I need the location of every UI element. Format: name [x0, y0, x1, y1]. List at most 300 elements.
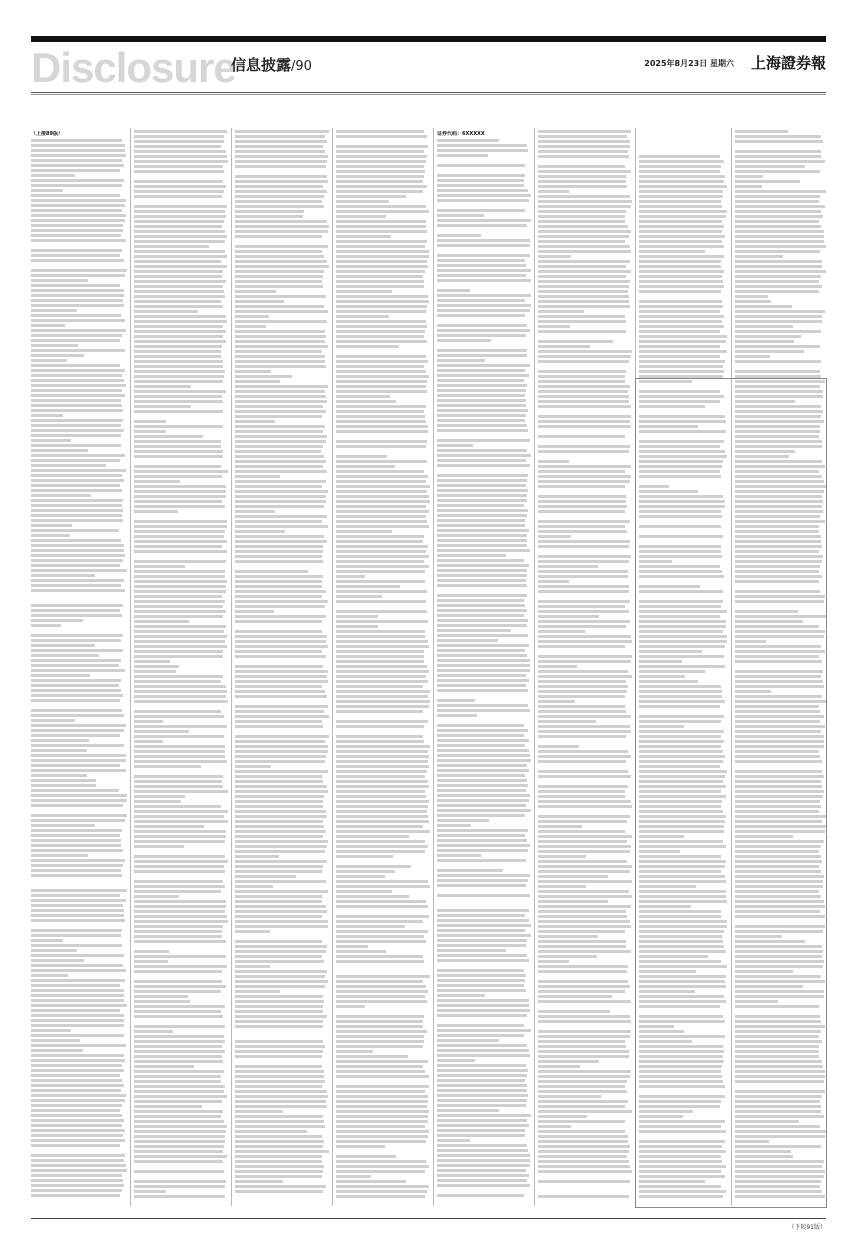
text-line — [336, 755, 429, 758]
text-line — [639, 355, 720, 358]
text-line — [134, 1050, 225, 1053]
text-line — [134, 650, 223, 653]
text-line — [437, 354, 527, 357]
text-line — [538, 690, 627, 693]
text-line — [735, 295, 768, 298]
text-line — [639, 370, 724, 373]
text-line — [134, 440, 221, 443]
text-line — [538, 355, 631, 358]
text-line — [134, 185, 226, 188]
text-line — [31, 744, 124, 747]
text-line — [235, 750, 328, 753]
text-line — [437, 454, 531, 457]
text-line — [437, 1169, 526, 1172]
text-line — [134, 1080, 221, 1083]
text-line — [235, 940, 322, 943]
text-line — [31, 1009, 120, 1012]
text-line — [31, 324, 65, 327]
text-line — [134, 1060, 223, 1063]
page-number: /90 — [291, 59, 312, 74]
text-line — [538, 930, 625, 933]
paragraph-gap — [437, 717, 531, 722]
text-line — [134, 535, 224, 538]
text-line — [735, 180, 800, 183]
text-line — [235, 265, 329, 268]
text-line — [235, 150, 325, 153]
paragraph-gap — [437, 467, 531, 472]
text-line — [31, 404, 122, 407]
text-line — [538, 755, 631, 758]
text-line — [538, 220, 625, 223]
text-line — [735, 255, 783, 258]
text-line — [31, 784, 96, 787]
text-line — [538, 1195, 629, 1198]
text-line — [235, 870, 322, 873]
text-line — [735, 280, 819, 283]
text-line — [639, 350, 727, 353]
text-line — [336, 1025, 423, 1028]
text-line — [538, 1015, 630, 1018]
text-line — [437, 1114, 531, 1117]
text-line — [336, 955, 423, 958]
text-line — [235, 640, 326, 643]
text-line — [639, 360, 725, 363]
text-line — [235, 455, 324, 458]
text-line — [235, 685, 322, 688]
text-line — [538, 140, 630, 143]
text-line — [538, 1090, 627, 1093]
text-line — [437, 599, 524, 602]
text-line — [437, 874, 530, 877]
text-line — [538, 260, 630, 263]
text-line — [31, 154, 126, 157]
text-line — [336, 280, 424, 283]
text-line — [235, 350, 322, 353]
text-line — [437, 664, 530, 667]
paragraph-gap — [437, 862, 531, 867]
text-line — [336, 250, 429, 253]
text-line — [235, 860, 327, 863]
text-line — [437, 609, 527, 612]
text-line — [134, 685, 226, 688]
text-line — [437, 569, 527, 572]
text-line — [134, 815, 224, 818]
text-line — [735, 225, 821, 228]
text-line — [538, 580, 569, 583]
text-line — [134, 690, 227, 693]
text-line — [437, 1159, 530, 1162]
text-line — [336, 570, 425, 573]
text-line — [31, 274, 125, 277]
text-line — [31, 1019, 124, 1022]
text-line — [235, 405, 323, 408]
paragraph-gap — [336, 433, 430, 438]
text-line — [235, 965, 270, 968]
text-line — [235, 255, 324, 258]
text-line — [31, 894, 120, 897]
text-line — [437, 504, 524, 507]
text-line — [336, 1050, 373, 1053]
text-line — [134, 225, 222, 228]
text-line — [235, 495, 326, 498]
text-line — [31, 869, 121, 872]
text-line — [235, 975, 325, 978]
text-line — [31, 649, 123, 652]
text-line — [437, 294, 531, 297]
text-line — [31, 644, 95, 647]
text-line — [336, 660, 424, 663]
paragraph-gap — [31, 262, 127, 267]
text-line — [336, 625, 378, 628]
text-line — [31, 179, 124, 182]
text-line — [336, 915, 429, 918]
text-line — [437, 1134, 525, 1137]
paragraph-gap — [134, 173, 228, 178]
text-line — [235, 525, 328, 528]
paragraph-gap — [538, 513, 632, 518]
issue-date: 2025年8月23日 星期六 — [644, 59, 734, 68]
text-line — [235, 820, 323, 823]
text-line — [538, 1095, 601, 1098]
text-line — [336, 320, 426, 323]
text-line — [134, 800, 181, 803]
text-line — [538, 700, 575, 703]
text-line — [336, 900, 426, 903]
text-line — [31, 754, 126, 757]
text-line — [336, 785, 429, 788]
text-line — [336, 805, 428, 808]
text-line — [437, 1149, 528, 1152]
text-line — [538, 715, 631, 718]
text-line — [437, 954, 527, 957]
text-line — [235, 945, 327, 948]
text-line — [134, 310, 198, 313]
paragraph-gap — [437, 902, 531, 907]
text-line — [31, 1159, 124, 1162]
text-line — [134, 530, 225, 533]
text-line — [31, 1114, 122, 1117]
text-line — [336, 1105, 427, 1108]
text-line — [437, 1139, 470, 1142]
text-line — [134, 380, 223, 383]
text-line — [336, 980, 423, 983]
text-line — [31, 674, 90, 677]
text-line — [31, 1064, 122, 1067]
text-line — [31, 504, 122, 507]
text-line — [538, 445, 630, 448]
text-line — [31, 729, 124, 732]
text-line — [735, 245, 826, 248]
text-line — [336, 145, 428, 148]
paragraph-gap — [735, 363, 826, 368]
text-line — [437, 799, 529, 802]
text-line — [639, 300, 722, 303]
text-line — [235, 220, 327, 223]
text-line — [235, 720, 322, 723]
text-line — [31, 664, 119, 667]
text-line — [336, 230, 427, 233]
text-line — [235, 840, 328, 843]
text-line — [437, 849, 528, 852]
text-line — [336, 815, 428, 818]
text-line — [134, 230, 225, 233]
text-line — [538, 200, 632, 203]
paragraph-gap — [437, 202, 531, 207]
paragraph-gap — [235, 563, 329, 568]
text-line — [235, 1085, 322, 1088]
text-line — [437, 649, 525, 652]
footer-rule — [31, 1218, 826, 1219]
text-line — [31, 1089, 121, 1092]
text-line — [134, 890, 221, 893]
text-line — [235, 635, 327, 638]
text-line — [437, 214, 484, 217]
text-line — [235, 1185, 326, 1188]
text-line — [31, 929, 122, 932]
text-line — [31, 394, 125, 397]
text-line — [538, 345, 590, 348]
text-line — [735, 320, 822, 323]
text-line — [336, 1110, 429, 1113]
paragraph-gap — [538, 438, 632, 443]
text-line — [437, 544, 527, 547]
column-divider — [332, 128, 333, 1206]
text-line — [235, 450, 321, 453]
text-line — [235, 645, 328, 648]
text-line — [31, 1179, 123, 1182]
text-line — [235, 250, 322, 253]
text-line — [538, 195, 630, 198]
text-line — [235, 160, 327, 163]
text-line — [538, 370, 626, 373]
text-line — [538, 750, 628, 753]
text-line — [235, 370, 271, 373]
text-line — [735, 270, 826, 273]
text-line — [538, 270, 631, 273]
text-line — [437, 419, 525, 422]
text-line — [31, 759, 126, 762]
text-line — [235, 200, 322, 203]
text-line — [134, 1150, 223, 1153]
text-line — [336, 950, 386, 953]
text-line — [336, 930, 428, 933]
text-line — [235, 355, 325, 358]
text-line — [235, 345, 328, 348]
column-2 — [134, 128, 228, 1206]
text-line — [134, 660, 170, 663]
text-line — [235, 1005, 323, 1008]
text-line — [31, 964, 123, 967]
text-line — [31, 909, 124, 912]
text-line — [235, 490, 328, 493]
text-line — [735, 250, 820, 253]
text-line — [134, 695, 226, 698]
text-line — [235, 375, 292, 378]
text-line — [235, 1045, 325, 1048]
text-line — [437, 739, 529, 742]
text-line — [134, 595, 222, 598]
text-line — [437, 239, 530, 242]
text-line — [437, 994, 485, 997]
paragraph-gap — [31, 1147, 127, 1152]
text-line — [437, 379, 524, 382]
text-line — [31, 539, 121, 542]
text-line — [336, 995, 425, 998]
text-line — [538, 130, 631, 133]
text-line — [235, 1090, 327, 1093]
paragraph-gap — [31, 597, 127, 602]
text-line — [538, 1165, 630, 1168]
text-line — [437, 374, 529, 377]
text-line — [735, 235, 824, 238]
paragraph-gap — [437, 1017, 531, 1022]
text-line — [437, 1099, 527, 1102]
text-line — [235, 1020, 323, 1023]
text-line — [31, 979, 125, 982]
text-line — [31, 709, 122, 712]
text-line — [336, 1170, 425, 1173]
text-line — [538, 850, 630, 853]
text-line — [31, 329, 126, 332]
text-line — [235, 1095, 328, 1098]
text-line — [235, 990, 280, 993]
text-line — [235, 410, 326, 413]
text-line — [336, 495, 429, 498]
text-line — [235, 205, 324, 208]
text-line — [134, 395, 222, 398]
text-line — [336, 790, 425, 793]
text-line — [538, 865, 632, 868]
text-line — [134, 475, 222, 478]
text-line — [639, 225, 724, 228]
text-line — [538, 860, 627, 863]
text-line — [336, 835, 409, 838]
text-line — [134, 240, 225, 243]
paragraph-gap — [538, 363, 632, 368]
paragraph-gap — [538, 548, 632, 553]
text-line — [235, 320, 327, 323]
text-line — [134, 520, 227, 523]
text-line — [437, 704, 528, 707]
text-line — [336, 840, 425, 843]
text-line — [235, 770, 328, 773]
text-line — [134, 985, 226, 988]
text-line — [336, 1115, 428, 1118]
text-line — [235, 1175, 322, 1178]
text-line — [31, 1139, 125, 1142]
text-line — [437, 424, 527, 427]
text-line — [538, 695, 625, 698]
text-line — [31, 139, 122, 142]
text-line — [735, 240, 824, 243]
text-line — [134, 1065, 194, 1068]
text-line — [31, 519, 123, 522]
text-line — [336, 925, 405, 928]
text-line — [735, 185, 762, 188]
text-line — [437, 624, 527, 627]
text-line — [235, 230, 328, 233]
text-line — [134, 390, 226, 393]
text-line — [336, 285, 424, 288]
text-line — [639, 230, 722, 233]
text-line — [31, 619, 83, 622]
text-line — [538, 350, 632, 353]
text-line — [437, 914, 525, 917]
text-line — [336, 540, 423, 543]
column-divider — [433, 128, 434, 1206]
text-line — [538, 685, 628, 688]
text-line — [235, 830, 326, 833]
text-line — [538, 420, 630, 423]
text-line — [235, 600, 328, 603]
text-line — [134, 1000, 190, 1003]
text-line — [134, 1135, 225, 1138]
text-line — [639, 240, 722, 243]
text-line — [538, 480, 630, 483]
text-line — [538, 1135, 628, 1138]
text-line — [31, 1069, 124, 1072]
text-line — [336, 220, 426, 223]
text-line — [538, 705, 625, 708]
text-line — [31, 339, 120, 342]
text-line — [134, 745, 225, 748]
text-line — [538, 315, 625, 318]
text-line — [437, 539, 527, 542]
text-line — [336, 510, 429, 513]
paragraph-gap — [134, 703, 228, 708]
text-line — [538, 720, 596, 723]
text-line — [31, 414, 63, 417]
text-line — [336, 665, 427, 668]
text-line — [235, 460, 326, 463]
text-line — [31, 1024, 124, 1027]
text-line — [235, 690, 325, 693]
text-line — [134, 485, 226, 488]
text-line — [31, 1189, 122, 1192]
text-line — [336, 505, 426, 508]
text-line — [437, 869, 503, 872]
text-line — [31, 1154, 125, 1157]
text-line — [31, 359, 67, 362]
text-line — [437, 829, 528, 832]
text-line — [538, 840, 627, 843]
text-line — [437, 579, 526, 582]
text-line — [437, 209, 525, 212]
text-line — [437, 219, 531, 222]
text-line — [235, 145, 323, 148]
text-line — [235, 615, 326, 618]
text-line — [735, 315, 822, 318]
text-line — [235, 1170, 323, 1173]
text-line — [134, 1005, 225, 1008]
text-line — [336, 695, 428, 698]
text-line — [437, 924, 531, 927]
text-line — [336, 465, 395, 468]
paragraph-gap — [134, 973, 228, 978]
brand-logo: Disclosure — [31, 44, 236, 91]
column-1 — [31, 128, 127, 1206]
paragraph-gap — [437, 157, 531, 162]
text-line — [31, 374, 122, 377]
text-line — [336, 380, 427, 383]
text-line — [538, 305, 630, 308]
text-line — [235, 430, 323, 433]
text-line — [538, 325, 570, 328]
text-line — [31, 289, 124, 292]
text-line — [437, 744, 525, 747]
text-line — [639, 220, 722, 223]
text-line — [538, 1045, 626, 1048]
